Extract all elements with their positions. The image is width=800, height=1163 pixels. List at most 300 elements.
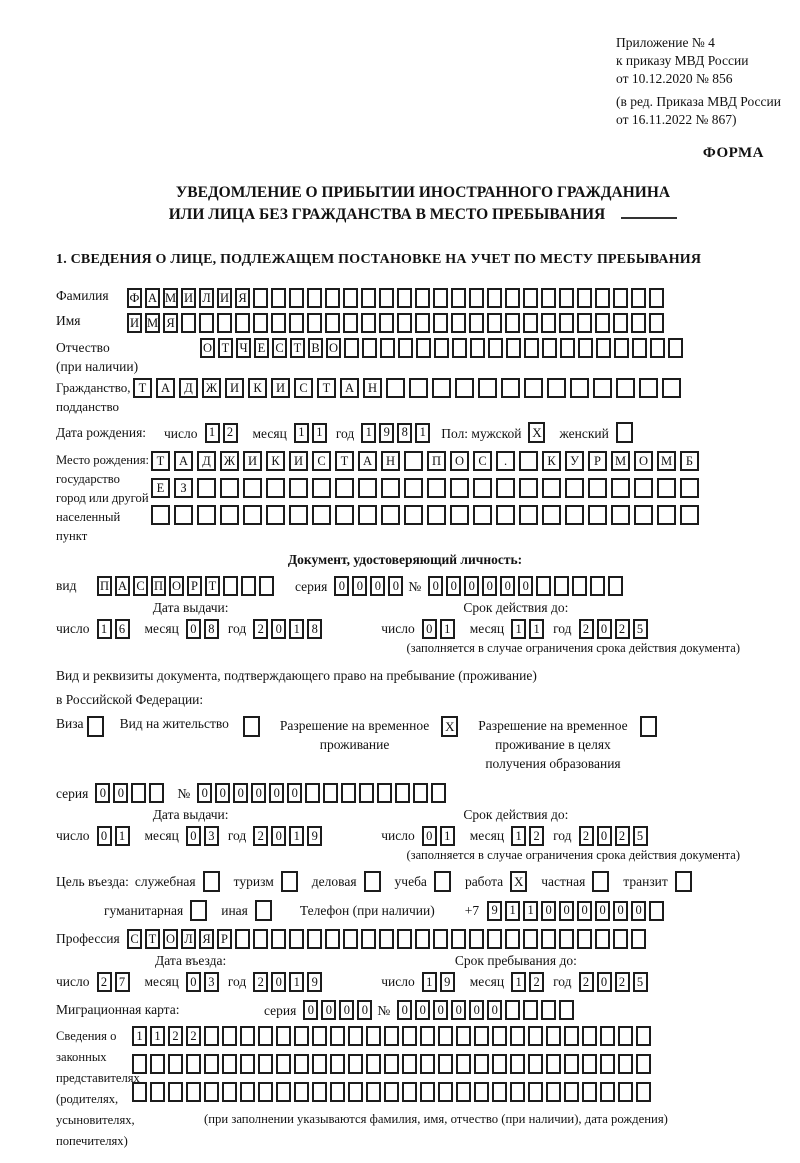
char-cell[interactable]: 0 — [631, 901, 646, 921]
char-cell[interactable] — [542, 338, 557, 358]
char-cell[interactable]: . — [496, 451, 515, 471]
char-cell[interactable]: 1 — [415, 423, 430, 443]
char-cell[interactable] — [657, 478, 676, 498]
char-cell[interactable] — [519, 478, 538, 498]
char-cell[interactable] — [588, 505, 607, 525]
char-cell[interactable] — [276, 1026, 291, 1046]
char-cell[interactable]: 9 — [307, 972, 322, 992]
char-cell[interactable]: С — [133, 576, 148, 596]
char-cell[interactable] — [614, 338, 629, 358]
char-cell[interactable] — [402, 1026, 417, 1046]
char-cell[interactable] — [181, 313, 196, 333]
char-cell[interactable]: 8 — [204, 619, 219, 639]
char-cell[interactable]: 9 — [487, 901, 502, 921]
char-cell[interactable] — [312, 1082, 327, 1102]
char-cell[interactable]: 1 — [289, 972, 304, 992]
char-cell[interactable] — [271, 288, 286, 308]
char-cell[interactable]: О — [200, 338, 215, 358]
char-cell[interactable] — [289, 288, 304, 308]
char-cell[interactable] — [404, 478, 423, 498]
char-cell[interactable] — [404, 505, 423, 525]
char-cell[interactable] — [546, 1054, 561, 1074]
char-cell[interactable] — [312, 1026, 327, 1046]
char-cell[interactable]: М — [145, 313, 160, 333]
char-cell[interactable]: 2 — [223, 423, 238, 443]
char-cell[interactable] — [420, 1082, 435, 1102]
char-cell[interactable] — [488, 338, 503, 358]
char-cell[interactable]: 1 — [97, 619, 112, 639]
char-cell[interactable] — [204, 1082, 219, 1102]
char-cell[interactable]: И — [181, 288, 196, 308]
purpose-business-checkbox[interactable] — [364, 871, 381, 892]
char-cell[interactable]: И — [243, 451, 262, 471]
char-cell[interactable] — [438, 1026, 453, 1046]
char-cell[interactable] — [618, 1082, 633, 1102]
char-cell[interactable] — [220, 505, 239, 525]
char-cell[interactable] — [577, 313, 592, 333]
char-cell[interactable] — [523, 313, 538, 333]
char-cell[interactable] — [492, 1054, 507, 1074]
char-cell[interactable] — [330, 1026, 345, 1046]
char-cell[interactable] — [613, 929, 628, 949]
char-cell[interactable] — [431, 783, 446, 803]
char-cell[interactable] — [312, 1054, 327, 1074]
char-cell[interactable]: 0 — [446, 576, 461, 596]
char-cell[interactable] — [168, 1082, 183, 1102]
char-cell[interactable] — [404, 451, 423, 471]
char-cell[interactable]: 5 — [633, 826, 648, 846]
temp-residence-checkbox[interactable]: X — [441, 716, 458, 737]
char-cell[interactable]: Н — [363, 378, 382, 398]
char-cell[interactable] — [402, 1082, 417, 1102]
char-cell[interactable] — [362, 338, 377, 358]
char-cell[interactable]: 0 — [518, 576, 533, 596]
char-cell[interactable] — [433, 288, 448, 308]
char-cell[interactable] — [217, 313, 232, 333]
char-cell[interactable] — [613, 313, 628, 333]
char-cell[interactable] — [344, 338, 359, 358]
char-cell[interactable] — [243, 478, 262, 498]
char-cell[interactable] — [492, 1026, 507, 1046]
char-cell[interactable]: Е — [151, 478, 170, 498]
char-cell[interactable] — [168, 1054, 183, 1074]
char-cell[interactable] — [600, 1082, 615, 1102]
char-cell[interactable] — [253, 313, 268, 333]
char-cell[interactable] — [438, 1082, 453, 1102]
char-cell[interactable]: 0 — [428, 576, 443, 596]
char-cell[interactable] — [451, 313, 466, 333]
char-cell[interactable] — [415, 313, 430, 333]
char-cell[interactable] — [564, 1082, 579, 1102]
char-cell[interactable] — [398, 338, 413, 358]
char-cell[interactable]: С — [473, 451, 492, 471]
char-cell[interactable] — [565, 478, 584, 498]
char-cell[interactable] — [294, 1026, 309, 1046]
char-cell[interactable] — [524, 378, 543, 398]
char-cell[interactable]: П — [427, 451, 446, 471]
char-cell[interactable]: 1 — [523, 901, 538, 921]
char-cell[interactable]: 1 — [511, 619, 526, 639]
char-cell[interactable] — [668, 338, 683, 358]
char-cell[interactable] — [478, 378, 497, 398]
char-cell[interactable] — [559, 929, 574, 949]
char-cell[interactable] — [151, 505, 170, 525]
char-cell[interactable]: Ф — [127, 288, 142, 308]
char-cell[interactable]: 2 — [253, 972, 268, 992]
char-cell[interactable]: О — [163, 929, 178, 949]
char-cell[interactable] — [366, 1026, 381, 1046]
char-cell[interactable] — [361, 288, 376, 308]
char-cell[interactable] — [541, 313, 556, 333]
char-cell[interactable]: 1 — [440, 619, 455, 639]
char-cell[interactable] — [235, 313, 250, 333]
char-cell[interactable] — [487, 313, 502, 333]
char-cell[interactable] — [379, 313, 394, 333]
purpose-official-checkbox[interactable] — [203, 871, 220, 892]
char-cell[interactable] — [496, 478, 515, 498]
char-cell[interactable] — [636, 1054, 651, 1074]
char-cell[interactable] — [565, 505, 584, 525]
char-cell[interactable]: 2 — [615, 619, 630, 639]
char-cell[interactable] — [631, 288, 646, 308]
char-cell[interactable]: В — [308, 338, 323, 358]
char-cell[interactable] — [564, 1054, 579, 1074]
char-cell[interactable] — [199, 313, 214, 333]
char-cell[interactable]: 0 — [251, 783, 266, 803]
char-cell[interactable]: 2 — [529, 826, 544, 846]
char-cell[interactable]: 0 — [271, 972, 286, 992]
char-cell[interactable] — [384, 1026, 399, 1046]
char-cell[interactable]: Ж — [220, 451, 239, 471]
char-cell[interactable] — [631, 929, 646, 949]
char-cell[interactable] — [220, 478, 239, 498]
char-cell[interactable] — [325, 929, 340, 949]
char-cell[interactable] — [469, 313, 484, 333]
char-cell[interactable] — [456, 1054, 471, 1074]
char-cell[interactable]: 2 — [579, 826, 594, 846]
char-cell[interactable]: 0 — [469, 1000, 484, 1020]
char-cell[interactable] — [496, 505, 515, 525]
char-cell[interactable] — [639, 378, 658, 398]
char-cell[interactable]: Л — [181, 929, 196, 949]
char-cell[interactable] — [149, 783, 164, 803]
char-cell[interactable]: 0 — [559, 901, 574, 921]
char-cell[interactable] — [325, 313, 340, 333]
char-cell[interactable] — [258, 1026, 273, 1046]
purpose-other-checkbox[interactable] — [255, 900, 272, 921]
char-cell[interactable] — [323, 783, 338, 803]
char-cell[interactable]: Д — [179, 378, 198, 398]
char-cell[interactable] — [611, 478, 630, 498]
char-cell[interactable] — [595, 313, 610, 333]
char-cell[interactable] — [456, 1082, 471, 1102]
char-cell[interactable] — [634, 505, 653, 525]
char-cell[interactable] — [223, 576, 238, 596]
char-cell[interactable]: Т — [218, 338, 233, 358]
char-cell[interactable]: И — [225, 378, 244, 398]
char-cell[interactable] — [204, 1054, 219, 1074]
char-cell[interactable]: 0 — [269, 783, 284, 803]
char-cell[interactable] — [307, 313, 322, 333]
char-cell[interactable]: 1 — [115, 826, 130, 846]
char-cell[interactable] — [312, 505, 331, 525]
char-cell[interactable] — [413, 783, 428, 803]
char-cell[interactable] — [577, 288, 592, 308]
char-cell[interactable] — [150, 1082, 165, 1102]
char-cell[interactable]: 2 — [529, 972, 544, 992]
char-cell[interactable]: 0 — [271, 826, 286, 846]
char-cell[interactable] — [243, 505, 262, 525]
char-cell[interactable]: 2 — [615, 972, 630, 992]
char-cell[interactable]: 0 — [339, 1000, 354, 1020]
char-cell[interactable] — [343, 929, 358, 949]
char-cell[interactable] — [487, 929, 502, 949]
char-cell[interactable] — [348, 1082, 363, 1102]
char-cell[interactable]: М — [163, 288, 178, 308]
char-cell[interactable]: К — [266, 451, 285, 471]
char-cell[interactable]: 1 — [150, 1026, 165, 1046]
char-cell[interactable]: Я — [235, 288, 250, 308]
char-cell[interactable]: 0 — [541, 901, 556, 921]
char-cell[interactable] — [294, 1082, 309, 1102]
char-cell[interactable]: 1 — [529, 619, 544, 639]
char-cell[interactable]: Д — [197, 451, 216, 471]
char-cell[interactable] — [524, 338, 539, 358]
char-cell[interactable] — [469, 929, 484, 949]
char-cell[interactable] — [650, 338, 665, 358]
char-cell[interactable]: 7 — [115, 972, 130, 992]
char-cell[interactable] — [397, 929, 412, 949]
char-cell[interactable]: 1 — [294, 423, 309, 443]
char-cell[interactable] — [271, 313, 286, 333]
char-cell[interactable]: Т — [145, 929, 160, 949]
char-cell[interactable] — [132, 1054, 147, 1074]
char-cell[interactable]: 0 — [613, 901, 628, 921]
char-cell[interactable] — [608, 576, 623, 596]
char-cell[interactable]: 3 — [204, 826, 219, 846]
char-cell[interactable]: 2 — [579, 619, 594, 639]
char-cell[interactable] — [276, 1054, 291, 1074]
char-cell[interactable] — [420, 1054, 435, 1074]
char-cell[interactable] — [266, 505, 285, 525]
char-cell[interactable] — [240, 1054, 255, 1074]
char-cell[interactable]: Т — [133, 378, 152, 398]
purpose-study-checkbox[interactable] — [434, 871, 451, 892]
char-cell[interactable] — [361, 929, 376, 949]
char-cell[interactable]: 0 — [422, 826, 437, 846]
char-cell[interactable]: Т — [335, 451, 354, 471]
char-cell[interactable] — [366, 1054, 381, 1074]
char-cell[interactable] — [402, 1054, 417, 1074]
char-cell[interactable]: С — [312, 451, 331, 471]
char-cell[interactable]: 2 — [168, 1026, 183, 1046]
char-cell[interactable]: 0 — [597, 826, 612, 846]
char-cell[interactable] — [572, 576, 587, 596]
char-cell[interactable]: Н — [381, 451, 400, 471]
char-cell[interactable]: С — [294, 378, 313, 398]
char-cell[interactable]: П — [151, 576, 166, 596]
char-cell[interactable] — [348, 1054, 363, 1074]
char-cell[interactable] — [258, 1082, 273, 1102]
char-cell[interactable]: 0 — [415, 1000, 430, 1020]
char-cell[interactable] — [325, 288, 340, 308]
char-cell[interactable]: М — [657, 451, 676, 471]
char-cell[interactable] — [240, 1026, 255, 1046]
char-cell[interactable]: А — [358, 451, 377, 471]
char-cell[interactable] — [204, 1026, 219, 1046]
char-cell[interactable] — [289, 478, 308, 498]
char-cell[interactable] — [593, 378, 612, 398]
char-cell[interactable] — [631, 313, 646, 333]
char-cell[interactable] — [506, 338, 521, 358]
char-cell[interactable] — [343, 313, 358, 333]
char-cell[interactable] — [381, 478, 400, 498]
char-cell[interactable]: 1 — [205, 423, 220, 443]
char-cell[interactable] — [335, 505, 354, 525]
char-cell[interactable] — [240, 1082, 255, 1102]
char-cell[interactable]: 0 — [500, 576, 515, 596]
char-cell[interactable]: 0 — [451, 1000, 466, 1020]
char-cell[interactable] — [307, 288, 322, 308]
char-cell[interactable] — [222, 1026, 237, 1046]
char-cell[interactable] — [632, 338, 647, 358]
char-cell[interactable]: 0 — [397, 1000, 412, 1020]
char-cell[interactable] — [473, 478, 492, 498]
purpose-private-checkbox[interactable] — [592, 871, 609, 892]
char-cell[interactable] — [662, 378, 681, 398]
char-cell[interactable] — [330, 1082, 345, 1102]
char-cell[interactable] — [657, 505, 676, 525]
char-cell[interactable]: Т — [205, 576, 220, 596]
char-cell[interactable] — [523, 929, 538, 949]
char-cell[interactable] — [131, 783, 146, 803]
char-cell[interactable]: 0 — [433, 1000, 448, 1020]
char-cell[interactable] — [474, 1026, 489, 1046]
char-cell[interactable] — [523, 288, 538, 308]
char-cell[interactable]: 0 — [370, 576, 385, 596]
char-cell[interactable]: 2 — [579, 972, 594, 992]
char-cell[interactable] — [505, 929, 520, 949]
char-cell[interactable] — [222, 1082, 237, 1102]
char-cell[interactable] — [541, 288, 556, 308]
char-cell[interactable]: 0 — [186, 619, 201, 639]
purpose-transit-checkbox[interactable] — [675, 871, 692, 892]
char-cell[interactable]: Р — [588, 451, 607, 471]
char-cell[interactable] — [241, 576, 256, 596]
char-cell[interactable] — [492, 1082, 507, 1102]
char-cell[interactable] — [289, 313, 304, 333]
char-cell[interactable] — [541, 1000, 556, 1020]
char-cell[interactable] — [510, 1082, 525, 1102]
temp-residence-edu-checkbox[interactable] — [640, 716, 657, 737]
char-cell[interactable] — [289, 505, 308, 525]
char-cell[interactable]: 1 — [511, 972, 526, 992]
char-cell[interactable] — [474, 1082, 489, 1102]
char-cell[interactable] — [595, 929, 610, 949]
char-cell[interactable] — [564, 1026, 579, 1046]
char-cell[interactable] — [395, 783, 410, 803]
char-cell[interactable] — [582, 1082, 597, 1102]
char-cell[interactable] — [427, 478, 446, 498]
char-cell[interactable]: 5 — [633, 972, 648, 992]
char-cell[interactable]: 0 — [352, 576, 367, 596]
char-cell[interactable] — [197, 505, 216, 525]
char-cell[interactable] — [541, 929, 556, 949]
char-cell[interactable]: 0 — [357, 1000, 372, 1020]
char-cell[interactable] — [649, 288, 664, 308]
char-cell[interactable] — [510, 1054, 525, 1074]
char-cell[interactable] — [523, 1000, 538, 1020]
char-cell[interactable] — [528, 1082, 543, 1102]
visa-checkbox[interactable] — [87, 716, 104, 737]
char-cell[interactable]: И — [127, 313, 142, 333]
char-cell[interactable] — [235, 929, 250, 949]
char-cell[interactable] — [451, 288, 466, 308]
char-cell[interactable] — [420, 1026, 435, 1046]
char-cell[interactable] — [505, 1000, 520, 1020]
char-cell[interactable]: 8 — [307, 619, 322, 639]
char-cell[interactable] — [271, 929, 286, 949]
char-cell[interactable] — [197, 478, 216, 498]
char-cell[interactable]: 0 — [334, 576, 349, 596]
char-cell[interactable] — [546, 1082, 561, 1102]
char-cell[interactable] — [222, 1054, 237, 1074]
char-cell[interactable]: 1 — [505, 901, 520, 921]
char-cell[interactable] — [415, 288, 430, 308]
char-cell[interactable] — [559, 1000, 574, 1020]
char-cell[interactable] — [432, 378, 451, 398]
char-cell[interactable] — [294, 1054, 309, 1074]
char-cell[interactable]: О — [450, 451, 469, 471]
char-cell[interactable]: А — [174, 451, 193, 471]
char-cell[interactable] — [380, 338, 395, 358]
char-cell[interactable] — [341, 783, 356, 803]
char-cell[interactable]: 0 — [321, 1000, 336, 1020]
char-cell[interactable] — [456, 1026, 471, 1046]
char-cell[interactable] — [588, 478, 607, 498]
char-cell[interactable] — [451, 929, 466, 949]
char-cell[interactable] — [528, 1054, 543, 1074]
char-cell[interactable] — [519, 451, 538, 471]
char-cell[interactable] — [560, 338, 575, 358]
char-cell[interactable]: 9 — [440, 972, 455, 992]
purpose-work-checkbox[interactable]: X — [510, 871, 527, 892]
char-cell[interactable] — [470, 338, 485, 358]
char-cell[interactable] — [455, 378, 474, 398]
char-cell[interactable]: 0 — [595, 901, 610, 921]
char-cell[interactable]: 6 — [115, 619, 130, 639]
char-cell[interactable] — [680, 478, 699, 498]
char-cell[interactable]: А — [156, 378, 175, 398]
char-cell[interactable]: 0 — [271, 619, 286, 639]
char-cell[interactable] — [680, 505, 699, 525]
char-cell[interactable] — [559, 288, 574, 308]
char-cell[interactable] — [547, 378, 566, 398]
char-cell[interactable] — [379, 288, 394, 308]
char-cell[interactable]: 2 — [186, 1026, 201, 1046]
char-cell[interactable] — [595, 288, 610, 308]
char-cell[interactable] — [636, 1026, 651, 1046]
char-cell[interactable] — [150, 1054, 165, 1074]
char-cell[interactable] — [258, 1054, 273, 1074]
char-cell[interactable]: А — [340, 378, 359, 398]
char-cell[interactable] — [276, 1082, 291, 1102]
char-cell[interactable] — [343, 288, 358, 308]
char-cell[interactable] — [450, 505, 469, 525]
char-cell[interactable]: П — [97, 576, 112, 596]
char-cell[interactable]: Р — [187, 576, 202, 596]
char-cell[interactable]: 1 — [422, 972, 437, 992]
